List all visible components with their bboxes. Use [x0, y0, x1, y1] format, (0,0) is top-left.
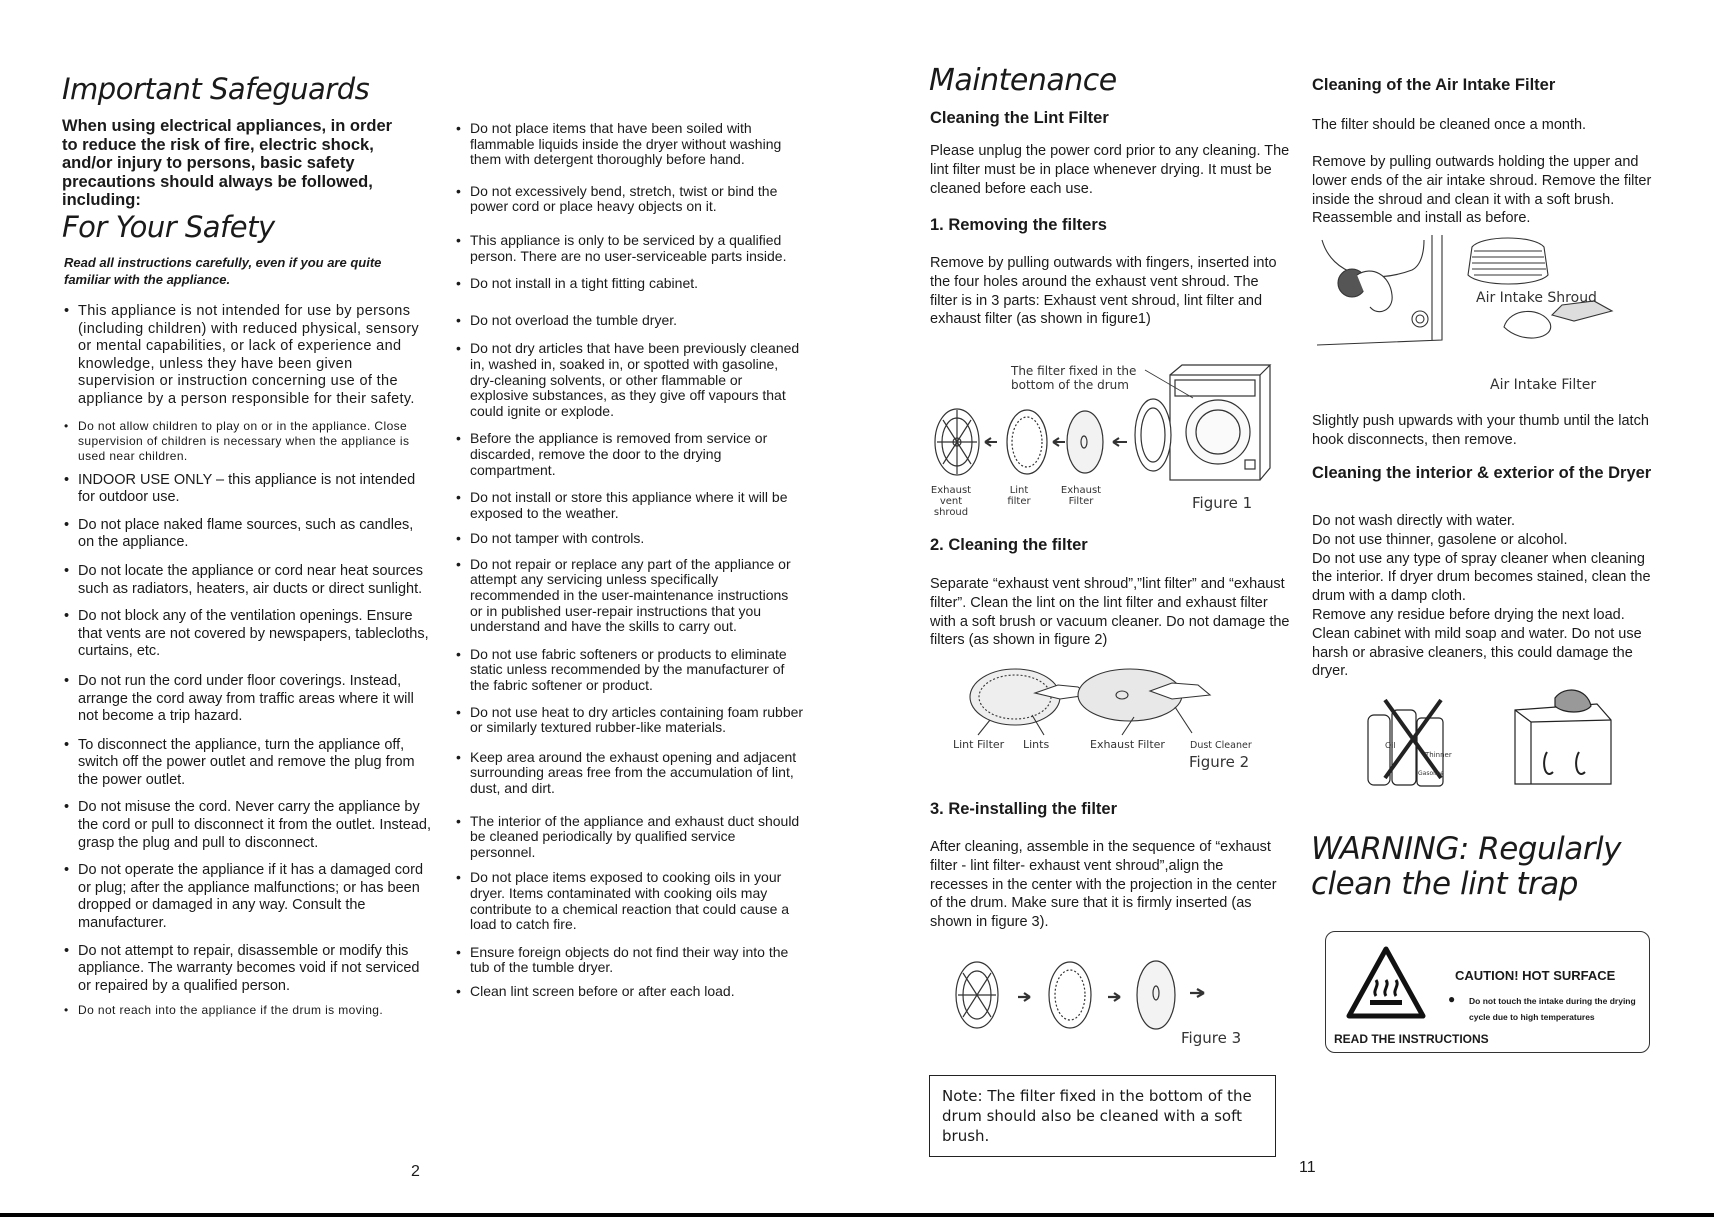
- page-number-left: 2: [411, 1163, 420, 1180]
- heading-lint-filter: Cleaning the Lint Filter: [930, 109, 1109, 127]
- interior-line: Do not use thinner, gasolene or alcohol.: [1312, 531, 1568, 548]
- bottle-label-thinner: Thinner: [1425, 751, 1452, 759]
- figure-2-label-exhaust: Exhaust Filter: [1090, 738, 1165, 751]
- list-item: • This appliance is only to be serviced by a qualified person. There are no user-serviceable parts inside.: [454, 233, 804, 264]
- figure-2-label-lints: Lints: [1023, 738, 1050, 751]
- bottle-label-oil: Oil: [1385, 741, 1396, 750]
- safety-list-col1: [62, 303, 432, 1018]
- read-all-notice: Read all instructions carefully, even if you are quite familiar with the appliance.: [64, 255, 382, 287]
- figure-3-illustration: [950, 950, 1220, 1040]
- air-intake-illustration: [1312, 235, 1632, 393]
- heading-removing-filters: 1. Removing the filters: [930, 216, 1107, 234]
- page-title-maintenance: Maintenance: [929, 63, 1117, 98]
- heading-reinstalling-filter: 3. Re-installing the filter: [930, 800, 1118, 818]
- list-item: • Do not misuse the cord. Never carry the appliance by the cord or pull to disconnect it from the outlet. Instead, grasp the plug and pull to disconnect.: [62, 799, 432, 852]
- list-item: • To disconnect the appliance, turn the appliance off, switch off the power outlet and remove the plug from the power outlet.: [62, 737, 432, 790]
- list-item: • Do not excessively bend, stretch, twist or bind the power cord or place heavy objects on it.: [454, 184, 804, 215]
- interior-line: Remove any residue before drying the next load.: [1312, 606, 1625, 623]
- page-title-safeguards: Important Safeguards: [62, 72, 370, 106]
- list-item: • Do not allow children to play on or in the appliance. Close supervision of children is necessary when the appliance is used near children.: [62, 419, 432, 464]
- interior-line: Clean cabinet with mild soap and water. Do not use harsh or abrasive cleaners, this could damage the dryer.: [1312, 625, 1642, 680]
- warning-heading: WARNING: Regularly clean the lint trap: [1311, 831, 1621, 902]
- figure-2-illustration: [960, 665, 1260, 740]
- list-item: • INDOOR USE ONLY – this appliance is not intended for outdoor use.: [62, 472, 432, 507]
- figure-2-caption: Figure 2: [1189, 753, 1250, 771]
- interior-exterior-text: [1312, 512, 1662, 681]
- caution-text: Do not touch the intake during the drying cycle due to high temperatures: [1469, 996, 1636, 1022]
- list-item: • This appliance is not intended for use by persons (including children) with reduced physical, sensory or mental capabilities, or lack of experience and knowledge, unless they have been given supervision or instruction concerning use of the appliance by a person responsible for their safety.: [62, 303, 432, 409]
- air-intake-label-shroud: Air Intake Shroud: [1476, 290, 1597, 306]
- figure-3-caption: Figure 3: [1181, 1029, 1242, 1047]
- list-item: • Do not place items that have been soiled with flammable liquids inside the dryer without washing them with detergent thoroughly before hand.: [454, 121, 804, 168]
- safety-list-col2: [454, 121, 804, 1000]
- figure-1-label-exhaust: Exhaust Filter: [1060, 485, 1102, 507]
- list-item: • Do not place naked flame sources, such as candles, on the appliance.: [62, 517, 432, 552]
- list-item: • Do not tamper with controls.: [454, 531, 804, 547]
- caution-read-instructions: READ THE INSTRUCTIONS: [1334, 1032, 1489, 1046]
- caution-title: CAUTION! HOT SURFACE: [1455, 968, 1616, 983]
- figure-1-caption: Figure 1: [1192, 494, 1253, 512]
- air-intake-label-filter: Air Intake Filter: [1490, 377, 1597, 393]
- list-item: • Do not block any of the ventilation openings. Ensure that vents are not covered by newspapers, tablecloths, curtains, etc.: [62, 608, 432, 661]
- safety-intro: When using electrical appliances, in order to reduce the risk of fire, electric shock, and/or injury to persons, basic safety precautions should always be followed, including:: [62, 117, 393, 209]
- figure-1-callout: The filter fixed in the bottom of the drum: [1011, 364, 1137, 392]
- list-item: • Do not repair or replace any part of the appliance or attempt any servicing unless specifically recommended in the user-maintenance instructions or in published user-repair instructions that you understand and have the skills to carry out.: [454, 557, 804, 635]
- reinstalling-filter-text: After cleaning, assemble in the sequence of “exhaust filter - lint filter- exhaust vent shroud”,align the recesses in the center with the projection in the center of the drum. Make sure that it is firmly inserted (as shown in figure 3).: [930, 839, 1277, 931]
- lint-filter-text: Please unplug the power cord prior to any cleaning. The lint filter must be in place whenever drying. It must be cleaned before each use.: [930, 143, 1290, 197]
- figure-1-label-shroud: Exhaust vent shroud: [930, 485, 972, 518]
- caution-label: [1325, 931, 1650, 1053]
- air-intake-text-1: The filter should be cleaned once a month.: [1312, 117, 1587, 133]
- list-item: • Do not run the cord under floor coverings. Instead, arrange the cord away from traffic areas where it will not become a trip hazard.: [62, 673, 432, 726]
- list-item: • Do not place items exposed to cooking oils in your dryer. Items contaminated with cooking oils may contribute to a chemical reaction that could cause a load to catch fire.: [454, 870, 804, 932]
- bottom-rule: [0, 1213, 1714, 1217]
- list-item: • Clean lint screen before or after each load.: [454, 984, 804, 1000]
- air-intake-text-2: Remove by pulling outwards holding the upper and lower ends of the air intake shroud. Remove the filter inside the shroud and clean it with a soft brush. Reassemble and install as before.: [1312, 154, 1652, 227]
- list-item: • Do not operate the appliance if it has a damaged cord or plug; after the appliance malfunctions; or has been dropped or damaged in any way. Consult the manufacturer.: [62, 862, 432, 932]
- interior-line: Do not use any type of spray cleaner when cleaning the interior. If dryer drum becomes stained, clean the drum with a damp cloth.: [1312, 550, 1651, 605]
- list-item: • Keep area around the exhaust opening and adjacent surrounding areas free from the accumulation of lint, dust, and dirt.: [454, 750, 804, 797]
- heading-cleaning-filter: 2. Cleaning the filter: [930, 536, 1088, 554]
- page-number-right: 11: [1299, 1159, 1316, 1176]
- list-item: • Do not use heat to dry articles containing foam rubber or similarly textured rubber-like materials.: [454, 705, 804, 736]
- air-intake-text-3: Slightly push upwards with your thumb until the latch hook disconnects, then remove.: [1312, 413, 1649, 448]
- note-box: Note: The filter fixed in the bottom of the drum should also be cleaned with a soft brush.: [929, 1075, 1276, 1157]
- list-item: • Do not overload the tumble dryer.: [454, 313, 804, 329]
- list-item: • Before the appliance is removed from service or discarded, remove the door to the drying compartment.: [454, 431, 804, 478]
- list-item: • Do not dry articles that have been previously cleaned in, washed in, soaked in, or spotted with gasoline, dry-cleaning solvents, or other flammable or explosive substances, as they give off vapours that could ignite or explode.: [454, 341, 804, 419]
- list-item: • Do not locate the appliance or cord near heat sources such as radiators, heaters, air ducts or direct sunlight.: [62, 563, 432, 598]
- list-item: • Ensure foreign objects do not find their way into the tub of the tumble dryer.: [454, 945, 804, 976]
- list-item: • The interior of the appliance and exhaust duct should be cleaned periodically by qualified service personnel.: [454, 814, 804, 861]
- heading-air-intake: Cleaning of the Air Intake Filter: [1312, 76, 1556, 94]
- figure-1-label-lint: Lint filter: [1007, 485, 1031, 507]
- cleaning-illustration: [1365, 680, 1625, 790]
- list-item: • Do not attempt to repair, disassemble or modify this appliance. The warranty becomes void if not serviced or repaired by a qualified person.: [62, 943, 432, 996]
- interior-line: Do not wash directly with water.: [1312, 513, 1516, 529]
- removing-filters-text: Remove by pulling outwards with fingers, inserted into the four holes around the exhaust vent shroud. The filter is in 3 parts: Exhaust vent shroud, lint filter and exhaust filter (as shown in figure1): [930, 255, 1277, 328]
- list-item: • Do not install or store this appliance where it will be exposed to the weather.: [454, 490, 804, 521]
- cleaning-filter-text: Separate “exhaust vent shroud”,”lint filter” and “exhaust filter”. Clean the lint on the lint filter and exhaust filter with a soft brush or vacuum cleaner. Do not damage the filters (as shown in figure 2): [930, 576, 1290, 649]
- section-title-for-your-safety: For Your Safety: [62, 210, 275, 244]
- hot-surface-icon: [1346, 944, 1426, 1024]
- bottle-label-gasoline: Gasoline: [1418, 770, 1444, 777]
- list-item: • Do not use fabric softeners or products to eliminate static unless recommended by the manufacturer of the fabric softener or product.: [454, 647, 804, 694]
- figure-2-label-dust-cleaner: Dust Cleaner: [1190, 740, 1252, 751]
- list-item: • Do not install in a tight fitting cabinet.: [454, 276, 804, 292]
- figure-2-label-lint-filter: Lint Filter: [953, 738, 1005, 751]
- bullet-icon: ●: [1448, 992, 1456, 1006]
- list-item: • Do not reach into the appliance if the drum is moving.: [62, 1003, 432, 1018]
- heading-interior-exterior: Cleaning the interior & exterior of the Dryer: [1312, 464, 1652, 482]
